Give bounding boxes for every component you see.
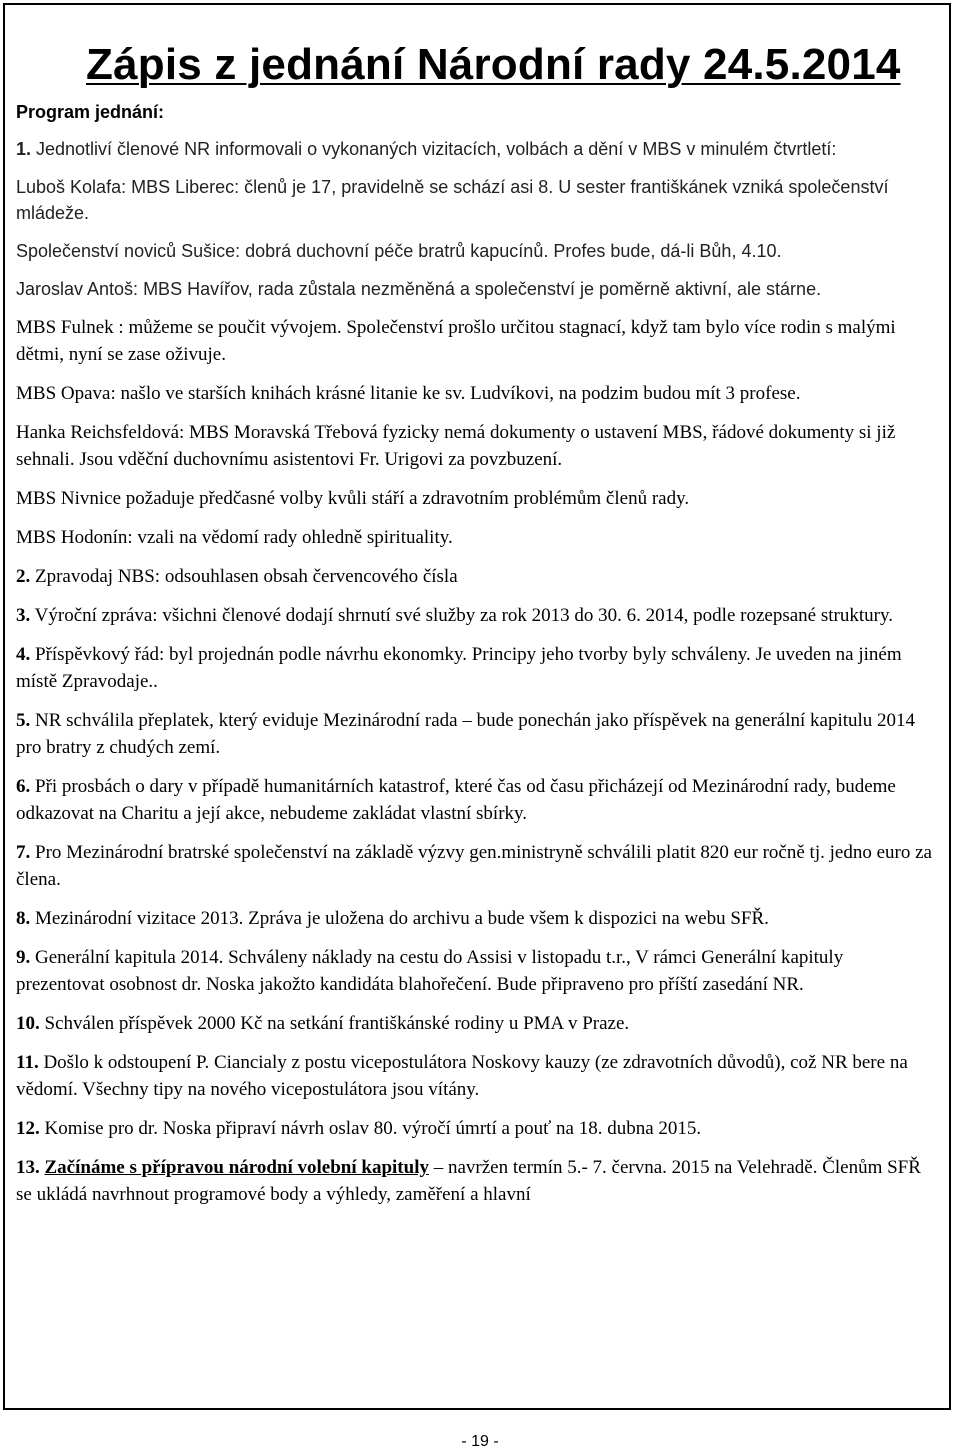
program-label: Program jednání: — [16, 102, 165, 122]
item-text: Výroční zpráva: všichni členové dodají shrnutí své služby za rok 2013 do 30. 6. 2014, podle rozepsané struktury. — [30, 605, 893, 626]
item-text: – navržen termín 5.- 7. června. 2015 na Velehradě. Členům SFŘ se ukládá navrhnout programové body a výhledy, zaměření a hlavní — [16, 1157, 921, 1205]
agenda-item-10 — [16, 1010, 936, 1037]
agenda-item-3 — [16, 602, 936, 629]
item-text: Generální kapitula 2014. Schváleny náklady na cestu do Assisi v listopadu t.r., V rámci Generální kapituly prezentovat osobnost dr. Noska jakožto kandidáta blahořečení. Bude připraveno pro příští zasedání NR. — [16, 947, 844, 995]
document-body — [16, 40, 936, 1220]
item-text: Jednotliví členové NR informovali o vykonaných vizitacích, volbách a dění v MBS v minulém čtvrtletí: — [31, 139, 837, 159]
agenda-item-12 — [16, 1115, 936, 1142]
item-number: 6. — [16, 776, 31, 797]
agenda-item-11 — [16, 1049, 936, 1103]
agenda-item-5 — [16, 707, 936, 761]
agenda-item-13 — [16, 1154, 936, 1208]
item-text: Komise pro dr. Noska připraví návrh oslav 80. výročí úmrtí a pouť na 18. dubna 2015. — [39, 1118, 702, 1139]
item-number: 5. — [16, 710, 31, 731]
report-susice: Společenství noviců Sušice: dobrá duchovní péče bratrů kapucínů. Profes bude, dá-li Bůh, 4.10. — [16, 241, 782, 261]
item-text: Mezinárodní vizitace 2013. Zpráva je uložena do archivu a bude všem k dispozici na webu SFŘ. — [30, 908, 769, 929]
item-text: Při prosbách o dary v případě humanitárních katastrof, které čas od času přicházejí od Mezinárodní rady, budeme odkazovat na Charitu a její akce, nebudeme zakládat vlastní sbírky. — [16, 776, 896, 824]
agenda-item-4 — [16, 641, 936, 695]
item-number: 3. — [16, 605, 31, 626]
item-text: Schválen příspěvek 2000 Kč na setkání františkánské rodiny u PMA v Praze. — [39, 1013, 630, 1034]
page-number: - 19 - — [461, 1433, 499, 1450]
item-text: NR schválila přeplatek, který eviduje Mezinárodní rada – bude ponechán jako příspěvek na generální kapitulu 2014 pro bratry z chudých zemí. — [16, 710, 916, 758]
item-text: Pro Mezinárodní bratrské společenství na základě výzvy gen.ministryně schválili platit 820 eur ročně tj. jedno euro za člena. — [16, 842, 932, 890]
item-number: 13. — [16, 1157, 40, 1178]
item-number: 9. — [16, 947, 31, 968]
agenda-item-7 — [16, 839, 936, 893]
item-text: Došlo k odstoupení P. Ciancialy z postu vicepostulátora Noskovy kauzy (ze zdravotních důvodů), což NR bere na vědomí. Všechny tipy na nového vicepostulátora jsou vítány. — [16, 1052, 908, 1100]
item-bold-heading: Začínáme s přípravou národní volební kapituly — [44, 1157, 429, 1178]
agenda-item-9 — [16, 944, 936, 998]
item-number: 12. — [16, 1118, 40, 1139]
report-liberec: Luboš Kolafa: MBS Liberec: členů je 17, pravidelně se schází asi 8. U sester františkánek vzniká společenství mládeže. — [16, 177, 889, 223]
report-havirov: Jaroslav Antoš: MBS Havířov, rada zůstala nezměněná a společenství je poměrně aktivní, ale stárne. — [16, 279, 822, 299]
document-title: Zápis z jednání Národní rady 24.5.2014 — [86, 40, 901, 89]
item-number: 1. — [16, 139, 32, 159]
item-number: 11. — [16, 1052, 39, 1073]
agenda-item-2 — [16, 563, 936, 590]
agenda-item-1 — [16, 136, 936, 162]
report-nivnice: MBS Nivnice požaduje předčasné volby kvůli stáří a zdravotním problémům členů rady. — [16, 488, 690, 509]
item-text: Příspěvkový řád: byl projednán podle návrhu ekonomky. Principy jeho tvorby byly schváleny. Je uveden na jiném místě Zpravodaje.. — [16, 644, 902, 692]
item-text: Zpravodaj NBS: odsouhlasen obsah červencového čísla — [30, 566, 458, 587]
item-number: 2. — [16, 566, 31, 587]
report-trebova: Hanka Reichsfeldová: MBS Moravská Třebová fyzicky nemá dokumenty o ustavení MBS, řádové dokumenty si již sehnali. Jsou vděční duchovnímu asistentovi Fr. Urigovi za povzbuzení. — [16, 422, 896, 470]
agenda-item-8 — [16, 905, 936, 932]
report-opava: MBS Opava: našlo ve starších knihách krásné litanie ke sv. Ludvíkovi, na podzim budou mít 3 profese. — [16, 383, 801, 404]
agenda-item-6 — [16, 773, 936, 827]
item-number: 4. — [16, 644, 31, 665]
item-number: 8. — [16, 908, 31, 929]
report-hodonin: MBS Hodonín: vzali na vědomí rady ohledně spirituality. — [16, 527, 453, 548]
report-fulnek: MBS Fulnek : můžeme se poučit vývojem. Společenství prošlo určitou stagnací, když tam bylo více rodin s malými dětmi, nyní se zase oživuje. — [16, 317, 896, 365]
item-number: 10. — [16, 1013, 40, 1034]
item-number: 7. — [16, 842, 31, 863]
